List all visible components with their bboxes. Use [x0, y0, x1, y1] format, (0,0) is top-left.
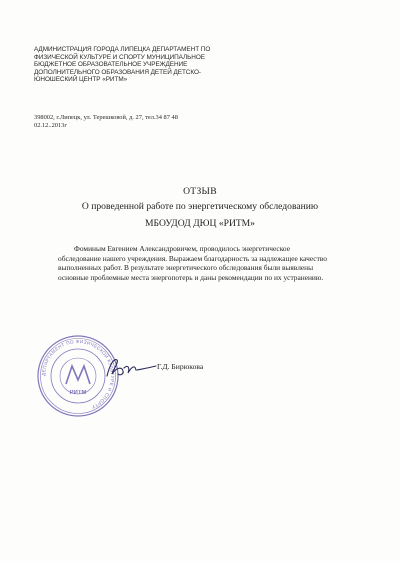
letterhead-line: БЮДЖЕТНОЕ ОБРАЗОВАТЕЛЬНОЕ УЧРЕЖДЕНИЕ — [34, 61, 188, 69]
letter-date: 02.12..2013г — [34, 122, 67, 129]
signer-name: Г.Д. Бирюкова — [157, 362, 204, 371]
document-title: ОТЗЫВ — [183, 186, 217, 197]
body-line: основные проблемные места энергопотерь и даны рекомендации по их устранению. — [58, 272, 324, 282]
body-line: Фоминым Евгением Александровичем, проводилось энергетическое — [74, 244, 290, 253]
letterhead-line: ДОПОЛНИТЕЛЬНОГО ОБРАЗОВАНИЯ ДЕТЕЙ ДЕТСКО- — [34, 68, 201, 76]
seal-emblem — [66, 366, 90, 384]
seal-ring-core — [60, 358, 96, 394]
seal-outer-text: ДЕПАРТАМЕНТ ПО ФИЗИЧЕСКОЙ КУЛЬТУРЕ И СПОРТУ — [40, 338, 116, 410]
letter-body — [58, 244, 378, 282]
document-subtitle: О проведенной работе по энергетическому обследованию — [81, 201, 319, 212]
organization-name: МБОУДОД ДЮЦ «РИТМ» — [145, 218, 255, 229]
letterhead-line: АДМИНИСТРАЦИЯ ГОРОДА ЛИПЕЦКА ДЕПАРТАМЕНТ ПО — [34, 46, 211, 53]
seal-center-text: РИТМ — [69, 390, 87, 396]
letterhead — [34, 46, 334, 84]
letterhead-address: 398002, г.Липецк, ул. Терешковой, д. 27, тел.34 87 48 — [34, 114, 178, 121]
body-line: выполненных работ. В результате энергетического обследования были выявлены — [58, 263, 314, 273]
handwritten-signature — [104, 354, 160, 382]
letterhead-line: ЮНОШЕСКИЙ ЦЕНТР «РИТМ» — [34, 76, 128, 84]
letterhead-line: ФИЗИЧЕСКОЙ КУЛЬТУРЕ И СПОРТУ МУНИЦИПАЛЬНОЕ — [34, 53, 205, 61]
body-line: обследование нашего учреждения. Выражаем благодарность за надлежащее качество — [58, 253, 327, 263]
